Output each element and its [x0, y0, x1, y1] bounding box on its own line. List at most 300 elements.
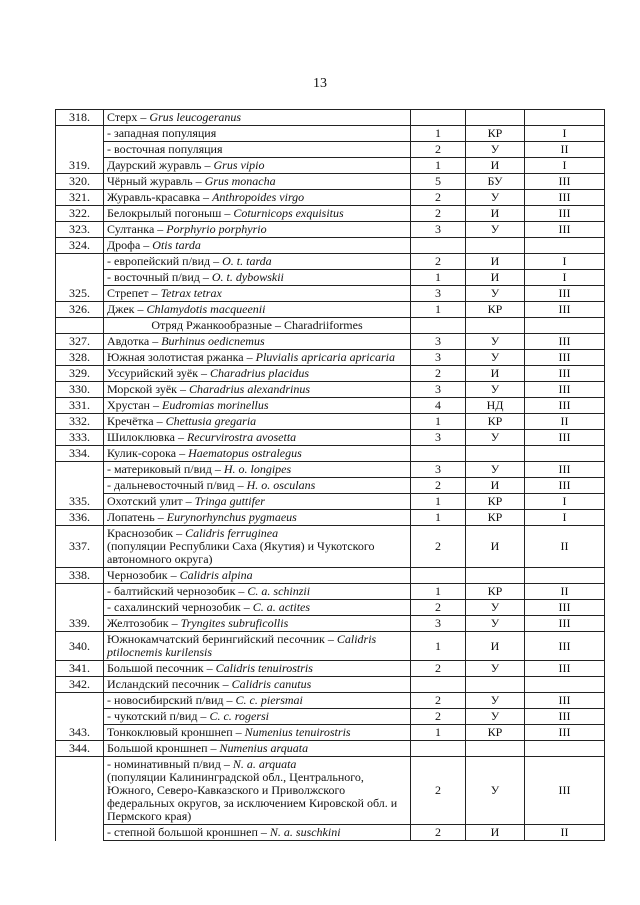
row-number: 337.: [56, 526, 104, 568]
russian-name: - новосибирский п/вид –: [107, 693, 236, 707]
russian-name: Желтозобик –: [107, 616, 181, 630]
priority-cell: III: [525, 478, 605, 494]
subspecies-row: [56, 254, 605, 270]
row-number: 338.: [56, 568, 104, 584]
species-name: [104, 462, 411, 478]
category-cell: 4: [411, 398, 466, 414]
species-row: [56, 632, 605, 661]
category-cell: 1: [411, 584, 466, 600]
category-cell: 1: [411, 494, 466, 510]
species-name: [104, 494, 411, 510]
row-number: 318.: [56, 110, 104, 126]
priority-cell: III: [525, 693, 605, 709]
priority-cell: III: [525, 462, 605, 478]
category-cell: 2: [411, 526, 466, 568]
species-name: [104, 366, 411, 382]
category-cell: [411, 568, 466, 584]
species-row: [56, 206, 605, 222]
status-cell: КР: [466, 126, 525, 142]
status-cell: КР: [466, 302, 525, 318]
subspecies-row: [56, 462, 605, 478]
row-number: 331.: [56, 398, 104, 414]
russian-name: - сахалинский чернозобик –: [107, 600, 253, 614]
species-name: [104, 318, 411, 334]
priority-cell: II: [525, 414, 605, 430]
russian-name: - западная популяция: [107, 126, 217, 140]
species-name: [104, 584, 411, 600]
priority-cell: III: [525, 302, 605, 318]
status-cell: У: [466, 600, 525, 616]
status-cell: КР: [466, 725, 525, 741]
status-cell: КР: [466, 494, 525, 510]
species-name: [104, 677, 411, 693]
status-cell: КР: [466, 584, 525, 600]
status-cell: И: [466, 478, 525, 494]
priority-cell: I: [525, 158, 605, 174]
row-number: 343.: [56, 725, 104, 741]
row-number: [56, 478, 104, 494]
status-cell: И: [466, 632, 525, 661]
category-cell: 1: [411, 270, 466, 286]
russian-name: Краснозобик –: [107, 526, 186, 540]
species-name: [104, 286, 411, 302]
species-name: [104, 725, 411, 741]
latin-name: Pluvialis apricaria apricaria: [255, 350, 395, 364]
latin-name: Eudromias morinellus: [161, 398, 269, 412]
row-number: 339.: [56, 616, 104, 632]
priority-cell: III: [525, 632, 605, 661]
row-number: [56, 318, 104, 334]
russian-name: Султанка –: [107, 222, 167, 236]
latin-name: Calidris canutus: [231, 677, 312, 691]
russian-name: - восточная популяция: [107, 142, 223, 156]
species-row: [56, 414, 605, 430]
latin-name: Grus vipio: [213, 158, 265, 172]
species-name: [104, 568, 411, 584]
status-cell: И: [466, 366, 525, 382]
status-cell: [466, 741, 525, 757]
category-cell: [411, 446, 466, 462]
latin-name: Tetrax tetrax: [160, 286, 222, 300]
species-row: [56, 741, 605, 757]
species-row: [56, 677, 605, 693]
priority-cell: III: [525, 366, 605, 382]
russian-name: - балтийский чернозобик –: [107, 584, 248, 598]
species-name: [104, 190, 411, 206]
priority-cell: [525, 238, 605, 254]
species-name: [104, 430, 411, 446]
subspecies-row: [56, 142, 605, 158]
status-cell: У: [466, 286, 525, 302]
latin-name: Charadrius placidus: [210, 366, 310, 380]
subspecies-row: [56, 709, 605, 725]
subspecies-row: [56, 825, 605, 841]
species-name: [104, 110, 411, 126]
row-number: 334.: [56, 446, 104, 462]
category-cell: 1: [411, 158, 466, 174]
category-cell: 3: [411, 616, 466, 632]
row-number: [56, 709, 104, 725]
subspecies-row: [56, 693, 605, 709]
status-cell: БУ: [466, 174, 525, 190]
russian-name: - чукотский п/вид –: [107, 709, 210, 723]
status-cell: У: [466, 709, 525, 725]
row-number: 336.: [56, 510, 104, 526]
latin-name: C. a. actites: [252, 600, 311, 614]
row-number: 328.: [56, 350, 104, 366]
latin-name: Calidris tenuirostris: [215, 661, 313, 675]
species-row: [56, 190, 605, 206]
russian-name: Хрустан –: [107, 398, 162, 412]
category-cell: 1: [411, 725, 466, 741]
species-name: [104, 126, 411, 142]
latin-name: Recurvirostra avosetta: [186, 430, 297, 444]
category-cell: [411, 741, 466, 757]
category-cell: 2: [411, 600, 466, 616]
priority-cell: III: [525, 222, 605, 238]
species-name: [104, 222, 411, 238]
status-cell: КР: [466, 414, 525, 430]
priority-cell: [525, 741, 605, 757]
latin-name: Eurynorhynchus pygmaeus: [166, 510, 297, 524]
russian-name: Чёрный журавль –: [107, 174, 205, 188]
species-row: [56, 366, 605, 382]
priority-cell: I: [525, 126, 605, 142]
russian-name: Даурский журавль –: [107, 158, 214, 172]
category-cell: 3: [411, 286, 466, 302]
russian-name: - материковый п/вид –: [107, 462, 224, 476]
species-name: [104, 709, 411, 725]
species-name: [104, 661, 411, 677]
latin-name: Coturnicops exquisitus: [233, 206, 344, 220]
status-cell: НД: [466, 398, 525, 414]
subspecies-row: [56, 757, 605, 825]
latin-name: N. a. suschkini: [269, 825, 341, 839]
category-cell: 2: [411, 757, 466, 825]
category-cell: 2: [411, 190, 466, 206]
status-cell: У: [466, 757, 525, 825]
russian-name: Авдотка –: [107, 334, 162, 348]
species-row: [56, 725, 605, 741]
russian-name: Охотский улит –: [107, 494, 195, 508]
row-number: 340.: [56, 632, 104, 661]
category-cell: 1: [411, 510, 466, 526]
row-number: 332.: [56, 414, 104, 430]
status-cell: [466, 110, 525, 126]
category-cell: 3: [411, 334, 466, 350]
category-cell: 3: [411, 430, 466, 446]
russian-name: - восточный п/вид –: [107, 270, 212, 284]
row-number: [56, 142, 104, 158]
species-name: [104, 616, 411, 632]
latin-name: Calidris ferruginea: [185, 526, 279, 540]
species-name: [104, 632, 411, 661]
species-row: [56, 286, 605, 302]
status-cell: У: [466, 430, 525, 446]
status-cell: У: [466, 222, 525, 238]
species-row: [56, 526, 605, 568]
species-row: [56, 222, 605, 238]
russian-name: Кулик-сорока –: [107, 446, 189, 460]
row-number: 323.: [56, 222, 104, 238]
category-cell: [411, 677, 466, 693]
species-name: [104, 142, 411, 158]
category-cell: 5: [411, 174, 466, 190]
status-cell: [466, 568, 525, 584]
latin-name: C. c. rogersi: [209, 709, 269, 723]
species-name: [104, 382, 411, 398]
subspecies-row: [56, 584, 605, 600]
species-row: [56, 238, 605, 254]
status-cell: У: [466, 382, 525, 398]
priority-cell: III: [525, 600, 605, 616]
russian-name: Южная золотистая ржанка –: [107, 350, 256, 364]
priority-cell: III: [525, 709, 605, 725]
status-cell: У: [466, 142, 525, 158]
russian-name: Уссурийский зуёк –: [107, 366, 211, 380]
priority-cell: I: [525, 270, 605, 286]
species-name: [104, 526, 411, 568]
priority-cell: I: [525, 510, 605, 526]
species-name: [104, 825, 411, 841]
category-cell: 3: [411, 462, 466, 478]
latin-name: Haematopus ostralegus: [188, 446, 302, 460]
priority-cell: II: [525, 526, 605, 568]
row-number: 344.: [56, 741, 104, 757]
category-cell: 2: [411, 478, 466, 494]
species-name: [104, 757, 411, 825]
species-name: [104, 741, 411, 757]
latin-name: Tryngites subruficollis: [180, 616, 289, 630]
species-row: [56, 398, 605, 414]
status-cell: И: [466, 825, 525, 841]
category-cell: 2: [411, 661, 466, 677]
latin-name: H. o. osculans: [246, 478, 316, 492]
category-cell: [411, 318, 466, 334]
russian-name: Отряд Ржанкообразные – Charadriiformes: [151, 318, 363, 332]
latin-name: O. t. tarda: [222, 254, 272, 268]
category-cell: 1: [411, 632, 466, 661]
russian-name: Чернозобик –: [107, 568, 180, 582]
species-row: [56, 510, 605, 526]
russian-name: Морской зуёк –: [107, 382, 189, 396]
category-cell: 2: [411, 366, 466, 382]
priority-cell: II: [525, 584, 605, 600]
row-number: 322.: [56, 206, 104, 222]
category-cell: 2: [411, 709, 466, 725]
priority-cell: III: [525, 190, 605, 206]
category-cell: 3: [411, 222, 466, 238]
species-table: [55, 109, 605, 841]
latin-name: Numenius arquata: [219, 741, 309, 755]
row-number: [56, 254, 104, 270]
latin-name: Calidris alpina: [179, 568, 253, 582]
species-name: [104, 158, 411, 174]
species-row: [56, 334, 605, 350]
russian-name: Тонкоклювый кроншнеп –: [107, 725, 245, 739]
latin-name: Tringa guttifer: [194, 494, 265, 508]
priority-cell: III: [525, 286, 605, 302]
category-cell: [411, 238, 466, 254]
priority-cell: III: [525, 661, 605, 677]
row-number: 327.: [56, 334, 104, 350]
row-number: [56, 584, 104, 600]
row-number: 335.: [56, 494, 104, 510]
russian-name: Дрофа –: [107, 238, 153, 252]
row-number: [56, 825, 104, 841]
subspecies-row: [56, 478, 605, 494]
status-cell: У: [466, 693, 525, 709]
russian-name: Шилоклювка –: [107, 430, 187, 444]
status-cell: И: [466, 206, 525, 222]
russian-name: - европейский п/вид –: [107, 254, 223, 268]
russian-name: Южнокамчатский берингийский песочник –: [107, 632, 337, 646]
priority-cell: [525, 110, 605, 126]
latin-name: Numenius tenuirostris: [244, 725, 351, 739]
species-name: [104, 206, 411, 222]
latin-name: C. c. piersmai: [235, 693, 303, 707]
species-row: [56, 350, 605, 366]
population-note: (популяции Калининградской обл., Центрального, Южного, Северо-Кавказского и Приволжского федеральных округов, за исключением Кировской обл. и Пермского края): [107, 770, 398, 823]
species-name: [104, 350, 411, 366]
russian-name: Лопатень –: [107, 510, 167, 524]
row-number: [56, 462, 104, 478]
row-number: [56, 757, 104, 825]
species-name: [104, 238, 411, 254]
species-row: [56, 494, 605, 510]
species-row: [56, 446, 605, 462]
priority-cell: III: [525, 725, 605, 741]
species-row: [56, 616, 605, 632]
species-name: [104, 174, 411, 190]
russian-name: Исландский песочник –: [107, 677, 232, 691]
russian-name: Джек –: [107, 302, 147, 316]
priority-cell: III: [525, 382, 605, 398]
row-number: 326.: [56, 302, 104, 318]
latin-name: Charadrius alexandrinus: [188, 382, 310, 396]
order-heading-row: [56, 318, 605, 334]
species-row: [56, 430, 605, 446]
species-row: [56, 382, 605, 398]
russian-name: Белокрылый погоныш –: [107, 206, 234, 220]
row-number: [56, 126, 104, 142]
latin-name: Grus leucogeranus: [149, 110, 242, 124]
row-number: 321.: [56, 190, 104, 206]
population-note: (популяции Республики Саха (Якутия) и Чукотского автономного округа): [107, 539, 375, 566]
latin-name: Chettusia gregaria: [165, 414, 257, 428]
row-number: [56, 600, 104, 616]
row-number: 341.: [56, 661, 104, 677]
row-number: [56, 693, 104, 709]
category-cell: [411, 110, 466, 126]
page-number: 13: [313, 76, 327, 91]
species-row: [56, 110, 605, 126]
russian-name: Стерх –: [107, 110, 150, 124]
latin-name: Chlamydotis macqueenii: [146, 302, 266, 316]
priority-cell: [525, 318, 605, 334]
latin-name: O. t. dybowskii: [211, 270, 284, 284]
russian-name: Кречётка –: [107, 414, 166, 428]
russian-name: - номинативный п/вид –: [107, 757, 233, 771]
species-row: [56, 568, 605, 584]
status-cell: И: [466, 158, 525, 174]
species-row: [56, 158, 605, 174]
category-cell: 2: [411, 693, 466, 709]
russian-name: - степной большой кроншнеп –: [107, 825, 270, 839]
latin-name: Burhinus oedicnemus: [161, 334, 265, 348]
subspecies-row: [56, 270, 605, 286]
species-name: [104, 414, 411, 430]
status-cell: У: [466, 334, 525, 350]
status-cell: И: [466, 254, 525, 270]
priority-cell: III: [525, 334, 605, 350]
status-cell: [466, 238, 525, 254]
status-cell: У: [466, 462, 525, 478]
priority-cell: I: [525, 254, 605, 270]
category-cell: 2: [411, 206, 466, 222]
latin-name: C. a. schinzii: [247, 584, 311, 598]
category-cell: 2: [411, 142, 466, 158]
species-name: [104, 510, 411, 526]
status-cell: [466, 677, 525, 693]
russian-name: Большой песочник –: [107, 661, 216, 675]
species-name: [104, 446, 411, 462]
category-cell: 1: [411, 302, 466, 318]
russian-name: Стрепет –: [107, 286, 161, 300]
row-number: 329.: [56, 366, 104, 382]
species-name: [104, 254, 411, 270]
category-cell: 1: [411, 126, 466, 142]
species-name: [104, 334, 411, 350]
status-cell: И: [466, 270, 525, 286]
row-number: 324.: [56, 238, 104, 254]
latin-name: Grus monacha: [204, 174, 276, 188]
latin-name: H. o. longipes: [223, 462, 292, 476]
priority-cell: [525, 446, 605, 462]
status-cell: [466, 318, 525, 334]
species-name: [104, 600, 411, 616]
species-row: [56, 174, 605, 190]
priority-cell: [525, 568, 605, 584]
species-row: [56, 302, 605, 318]
status-cell: У: [466, 661, 525, 677]
species-name: [104, 693, 411, 709]
species-row: [56, 661, 605, 677]
priority-cell: III: [525, 757, 605, 825]
status-cell: И: [466, 526, 525, 568]
latin-name: Porphyrio porphyrio: [166, 222, 267, 236]
priority-cell: III: [525, 350, 605, 366]
priority-cell: III: [525, 174, 605, 190]
species-name: [104, 302, 411, 318]
priority-cell: II: [525, 142, 605, 158]
category-cell: 3: [411, 382, 466, 398]
row-number: 342.: [56, 677, 104, 693]
status-cell: У: [466, 190, 525, 206]
status-cell: У: [466, 350, 525, 366]
priority-cell: III: [525, 398, 605, 414]
category-cell: 2: [411, 254, 466, 270]
row-number: 333.: [56, 430, 104, 446]
latin-name: Anthropoides virgo: [212, 190, 305, 204]
species-name: [104, 270, 411, 286]
subspecies-row: [56, 126, 605, 142]
status-cell: КР: [466, 510, 525, 526]
subspecies-row: [56, 600, 605, 616]
russian-name: Большой кроншнеп –: [107, 741, 220, 755]
row-number: 319.: [56, 158, 104, 174]
row-number: [56, 270, 104, 286]
